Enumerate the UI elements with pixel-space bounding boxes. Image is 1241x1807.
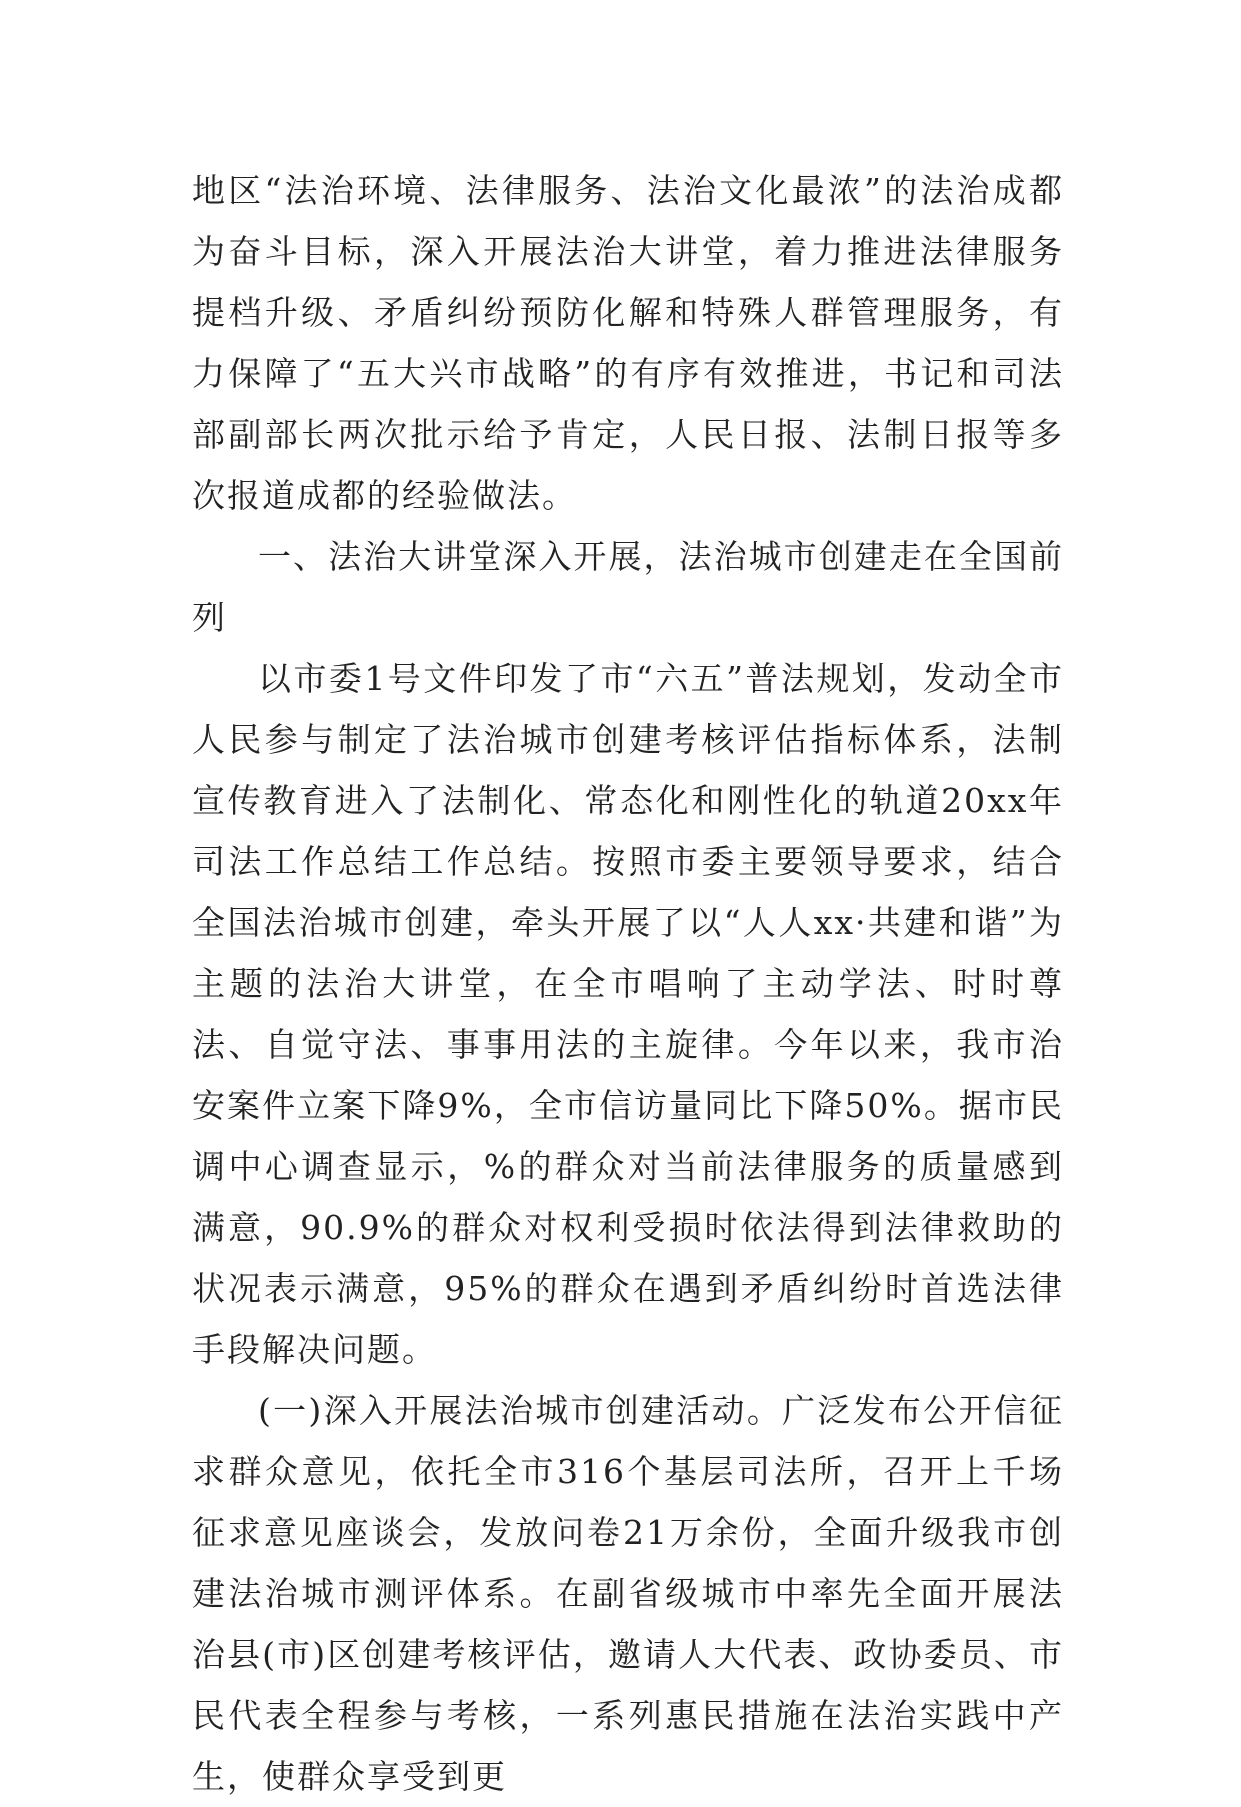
document-body — [192, 160, 1064, 1807]
paragraph: 以市委1号文件印发了市“六五”普法规划，发动全市人民参与制定了法治城市创建考核评估指标体系，法制宣传教育进入了法制化、常态化和刚性化的轨道20xx年司法工作总结工作总结。按照市委主要领导要求，结合全国法治城市创建，牵头开展了以“人人xx·共建和谐”为主题的法治大讲堂，在全市唱响了主动学法、时时尊法、自觉守法、事事用法的主旋律。今年以来，我市治安案件立案下降9%，全市信访量同比下降50%。据市民调中心调查显示，%的群众对当前法律服务的质量感到满意，90.9%的群众对权利受损时依法得到法律救助的状况表示满意，95%的群众在遇到矛盾纠纷时首选法律手段解决问题。 — [192, 659, 1064, 1369]
paragraph-continuation: 地区“法治环境、法律服务、法治文化最浓”的法治成都为奋斗目标，深入开展法治大讲堂，着力推进法律服务提档升级、矛盾纠纷预防化解和特殊人群管理服务，有力保障了“五大兴市战略”的有序有效推进，书记和司法部副部长两次批示给予肯定，人民日报、法制日报等多次报道成都的经验做法。 — [192, 171, 1064, 515]
section-heading: 一、法治大讲堂深入开展，法治城市创建走在全国前列 — [192, 537, 1064, 637]
paragraph: (一)深入开展法治城市创建活动。广泛发布公开信征求群众意见，依托全市316个基层司法所，召开上千场征求意见座谈会，发放问卷21万余份，全面升级我市创建法治城市测评体系。在副省级城市中率先全面开展法治县(市)区创建考核评估，邀请人大代表、政协委员、市民代表全程参与考核，一系列惠民措施在法治实践中产生，使群众享受到更 — [192, 1391, 1064, 1796]
